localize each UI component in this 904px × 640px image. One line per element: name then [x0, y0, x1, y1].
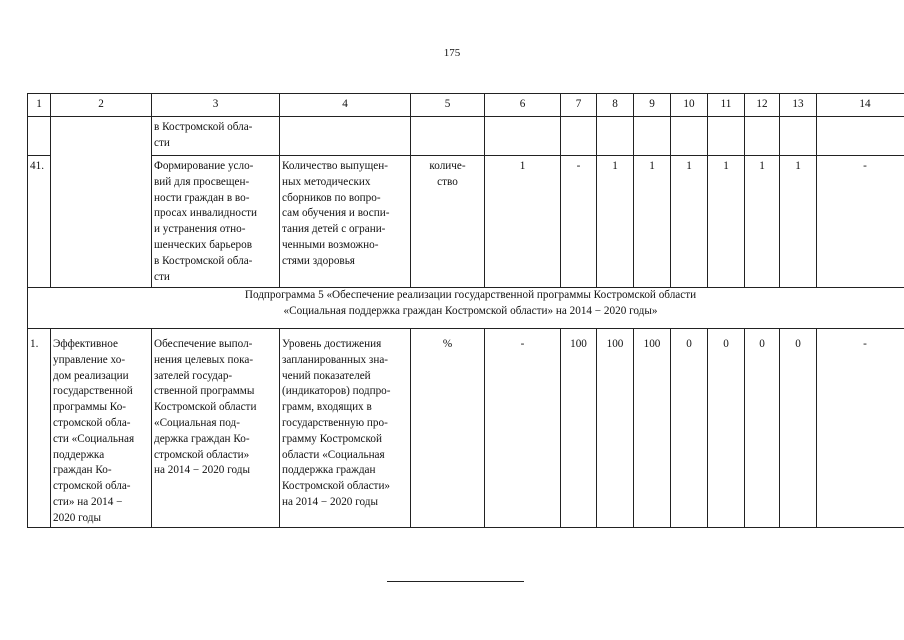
column-header: 7 [561, 94, 597, 117]
cell-c3: Обеспечение выпол- нения целевых пока- зателей государ- ственной программы Костромской области «Социальная под- держка граждан Ко- стромской области» на 2014 − 2020 годы [152, 329, 280, 528]
cell-c13: 1 [780, 156, 817, 288]
subprogram-title [28, 288, 904, 329]
cell-empty [634, 117, 671, 156]
cell-c3: Формирование усло- вий для просвещен- ности граждан в во- просах инвалидности и устранения отно- шенческих барьеров в Костромской обла- сти [152, 156, 280, 288]
cell-empty [561, 117, 597, 156]
cell-c6: 1 [485, 156, 561, 288]
table-row [28, 329, 904, 528]
table-row [28, 117, 904, 156]
column-header: 13 [780, 94, 817, 117]
column-header: 4 [280, 94, 411, 117]
cell-c7: 100 [561, 329, 597, 528]
cell-empty [411, 117, 485, 156]
cell-c4: Количество выпущен- ных методических сборников по вопро- сам обучения и воспи- тания детей с ограни- ченными возможно- стями здоровья [280, 156, 411, 288]
column-header: 2 [51, 94, 152, 117]
cell-c4: Уровень достижения запланированных зна- чений показателей (индикаторов) подпро- грамм, входящих в государственную про- грамму Костромской области «Социальная поддержка граждан Костромской области» на 2014 − 2020 годы [280, 329, 411, 528]
cell-empty [745, 117, 780, 156]
indicators-table [27, 93, 904, 528]
cell-c11: 1 [708, 156, 745, 288]
cell-c12: 1 [745, 156, 780, 288]
column-header: 3 [152, 94, 280, 117]
cell-empty [28, 117, 51, 156]
cell-c5: % [411, 329, 485, 528]
cell-c8: 1 [597, 156, 634, 288]
cell-empty [671, 117, 708, 156]
cell-c3: в Костромской обла- сти [152, 117, 280, 156]
cell-c10: 0 [671, 329, 708, 528]
row-number: 1. [28, 329, 51, 528]
cell-c11: 0 [708, 329, 745, 528]
cell-empty [780, 117, 817, 156]
cell-c14: - [817, 156, 904, 288]
cell-c14: - [817, 329, 904, 528]
cell-c10: 1 [671, 156, 708, 288]
cell-empty [817, 117, 904, 156]
column-header: 8 [597, 94, 634, 117]
cell-empty [485, 117, 561, 156]
cell-c9: 1 [634, 156, 671, 288]
cell-c12: 0 [745, 329, 780, 528]
column-header: 14 [817, 94, 904, 117]
cell-empty [597, 117, 634, 156]
cell-c9: 100 [634, 329, 671, 528]
subprogram-line-1: Подпрограмма 5 «Обеспечение реализации государственной программы Костромской области [244, 289, 697, 301]
column-header: 1 [28, 94, 51, 117]
column-header: 9 [634, 94, 671, 117]
cell-c6: - [485, 329, 561, 528]
page-number: 175 [443, 47, 461, 59]
column-header: 11 [708, 94, 745, 117]
cell-c2: Эффективное управление хо- дом реализации государственной программы Ко- стромской обла- сти «Социальная поддержка граждан Ко- стромской обла- сти» на 2014 − 2020 годы [51, 329, 152, 528]
cell-empty [708, 117, 745, 156]
cell-c7: - [561, 156, 597, 288]
column-header: 10 [671, 94, 708, 117]
subprogram-row [28, 288, 904, 329]
cell-c8: 100 [597, 329, 634, 528]
subprogram-line-2: «Социальная поддержка граждан Костромской области» на 2014 − 2020 годы» [283, 304, 658, 317]
cell-empty [280, 117, 411, 156]
footer-rule [387, 581, 524, 582]
column-header: 12 [745, 94, 780, 117]
cell-c5: количе- ство [411, 156, 485, 288]
cell-empty [51, 117, 152, 288]
column-header: 6 [485, 94, 561, 117]
row-number: 41. [28, 156, 51, 288]
cell-c13: 0 [780, 329, 817, 528]
column-header: 5 [411, 94, 485, 117]
table-row [28, 156, 904, 288]
column-number-row [28, 94, 904, 117]
